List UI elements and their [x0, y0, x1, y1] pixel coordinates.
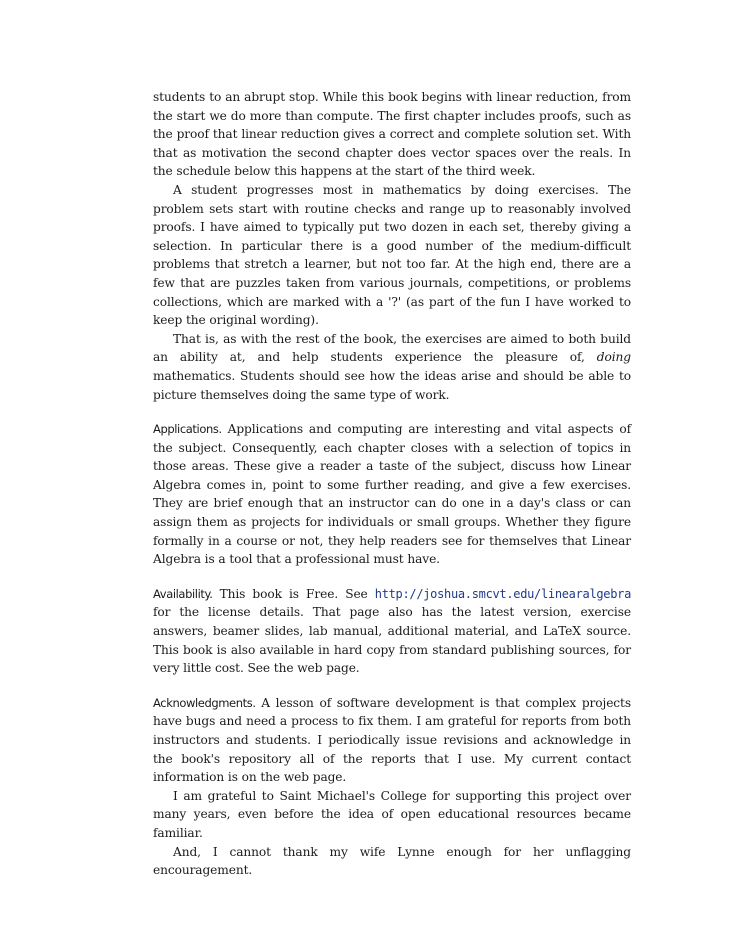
paragraph-text: I am grateful to Saint Michael's College for supporting this project over many years, even before the idea of open educational resources became familiar. [153, 788, 631, 840]
section-text-before: This book is Free. See [212, 586, 375, 601]
paragraph-text: A student progresses most in mathematics by doing exercises. The problem sets start with routine checks and range up to reasonably involved proofs. I have aimed to typically put two dozen in each set, thereby giving a selection. In particular there is a good number of the medium-difficult problems that stretch a learner, but not too far. At the high end, there are a few that are puzzles taken from various journals, competitions, or problems collections, which are marked with a '?' (as part of the fun I have worked to keep the original wording). [153, 182, 631, 328]
section-applications [153, 420, 631, 569]
section-text: Applications and computing are interesting and vital aspects of the subject. Consequently, each chapter closes with a selection of topics in those areas. These give a reader a taste of the subject, discuss how Linear Algebra comes in, point to some further reading, and give a few exercises. They are brief enough that an instructor can do one in a day's class or can assign them as projects for individuals or small groups. Whether they figure formally in a course or not, they help readers see for themselves that Linear Algebra is a tool that a professional must have. [153, 422, 631, 567]
paragraph-doing-mathematics [153, 330, 631, 404]
paragraph-exercises [153, 181, 631, 330]
document-page [153, 88, 631, 880]
section-text: A lesson of software development is that complex projects have bugs and need a process to fix them. I am grateful for reports from both instructors and students. I periodically issue revisions and acknowledge in the book's repository all of the reports that I use. My current contact information is on the web page. [153, 695, 631, 785]
paragraph-grateful [153, 787, 631, 843]
paragraph-wife [153, 843, 631, 880]
section-acknowledgments [153, 694, 631, 787]
section-text-after: for the license details. That page also has the latest version, exercise answers, beamer slides, lab manual, additional material, and LaTeX source. This book is also available in hard copy from standard publishing sources, for very little cost. See the web page. [153, 605, 631, 676]
paragraph-text-after: mathematics. Students should see how the ideas arise and should be able to picture themselves doing the same type of work. [153, 368, 631, 402]
paragraph-text: students to an abrupt stop. While this book begins with linear reduction, from the start we do more than compute. The first chapter includes proofs, such as the proof that linear reduction gives a correct and complete solution set. With that as motivation the second chapter does vector spaces over the reals. In the schedule below this happens at the start of the third week. [153, 90, 631, 179]
paragraph-text: And, I cannot thank my wife Lynne enough for her unflagging encouragement. [153, 844, 631, 878]
book-url-link[interactable]: http://joshua.smcvt.edu/linearalgebra [374, 586, 631, 601]
section-availability [153, 585, 631, 678]
runin-heading-acknowledgments: Acknowledgments. [153, 695, 256, 710]
runin-heading-availability: Availability. [153, 586, 213, 601]
emphasis-doing: doing [596, 350, 631, 365]
paragraph-text-before: That is, as with the rest of the book, the exercises are aimed to both build an ability at, and help students experience the pleasure of, [153, 331, 631, 365]
paragraph-intro-continued [153, 88, 631, 181]
runin-heading-applications: Applications. [153, 422, 222, 437]
